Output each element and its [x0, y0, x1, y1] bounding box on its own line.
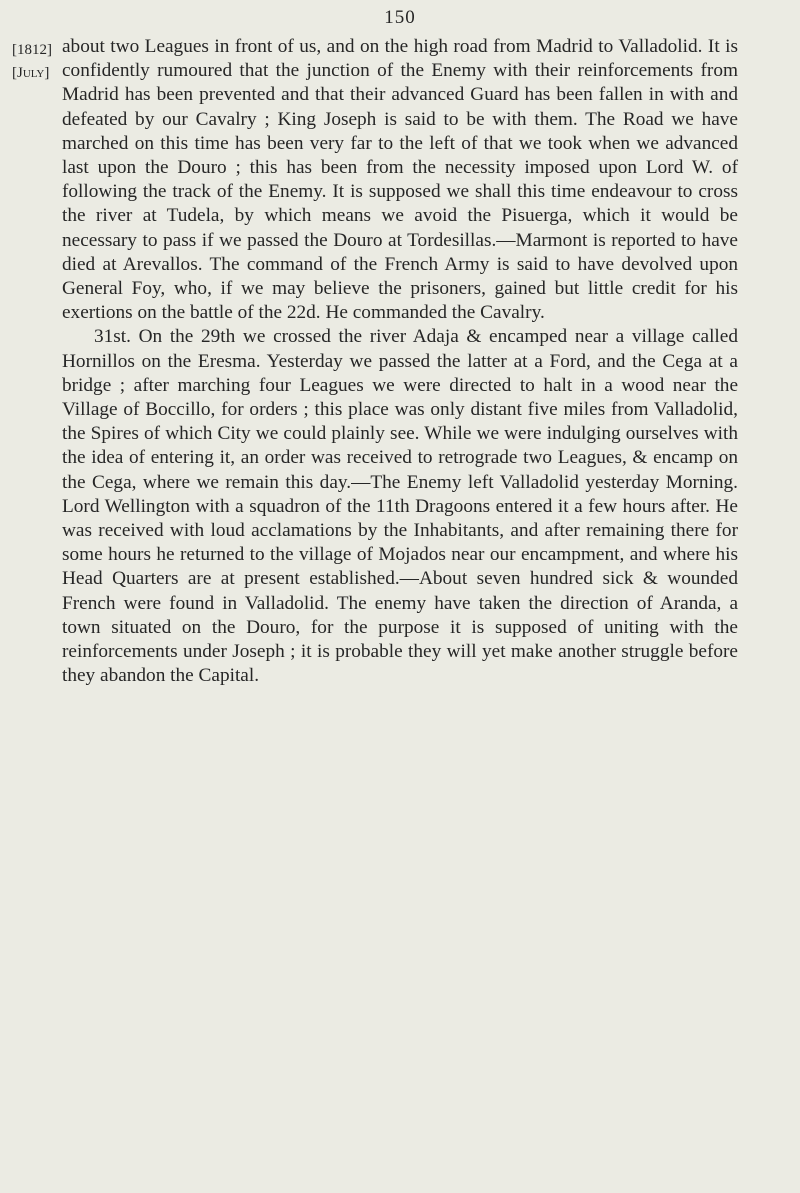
paragraph: about two Leagues in front of us, and on the high road from Madrid to Valladolid. It is confidently rumoured that the junction of the Enemy with their reinforcements from Madrid has been prevented and that their advanced Guard has been fallen in with and defeated by our Cavalry ; King Joseph is said to be with them. The Road we have marched on this time has been very far to the left of that we took when we advanced last upon the Douro ; this has been from the necessity imposed upon Lord W. of following the track of the Enemy. It is supposed we shall this time endeavour to cross the river at Tudela, by which means we avoid the Pisuerga, which it would be necessary to pass if we passed the Douro at Tordesillas.—Marmont is reported to have died at Arevallos. The command of the French Army is said to have devolved upon General Foy, who, if we may believe the prisoners, gained but little credit for his exertions on the battle of the 22d. He commanded the Cavalry. — [62, 36, 738, 324]
page-number: 150 — [384, 7, 416, 28]
paragraph: 31st. On the 29th we crossed the river Adaja & encamped near a village called Hornillos on the Eresma. Yesterday we passed the latter at a Ford, and the Cega at a bridge ; after marching four Leagues we were directed to halt in a wood near the Village of Boccillo, for orders ; this place was only distant five miles from Valladolid, the Spires of which City we could plainly see. While we were indulging ourselves with the idea of entering it, an order was received to retrograde two Leagues, & encamp on the Cega, where we remain this day.—The Enemy left Valladolid yesterday Morning. Lord Wellington with a squadron of the 11th Dragoons entered it a few hours after. He was received with loud acclamations by the Inhabitants, and after remaining there for some hours he returned to the village of Mojados near our encampment, and where his Head Quarters are at present established.—About seven hundred sick & wounded French were found in Valladolid. The enemy have taken the direction of Aranda, a town situated on the Douro, for the purpose it is supposed of uniting with the reinforcements under Joseph ; it is probable they will yet make another struggle before they abandon the Capital. — [62, 326, 738, 687]
margin-year: [1812] — [12, 42, 52, 58]
margin-month: [July] — [12, 65, 50, 81]
body-text — [62, 35, 738, 688]
